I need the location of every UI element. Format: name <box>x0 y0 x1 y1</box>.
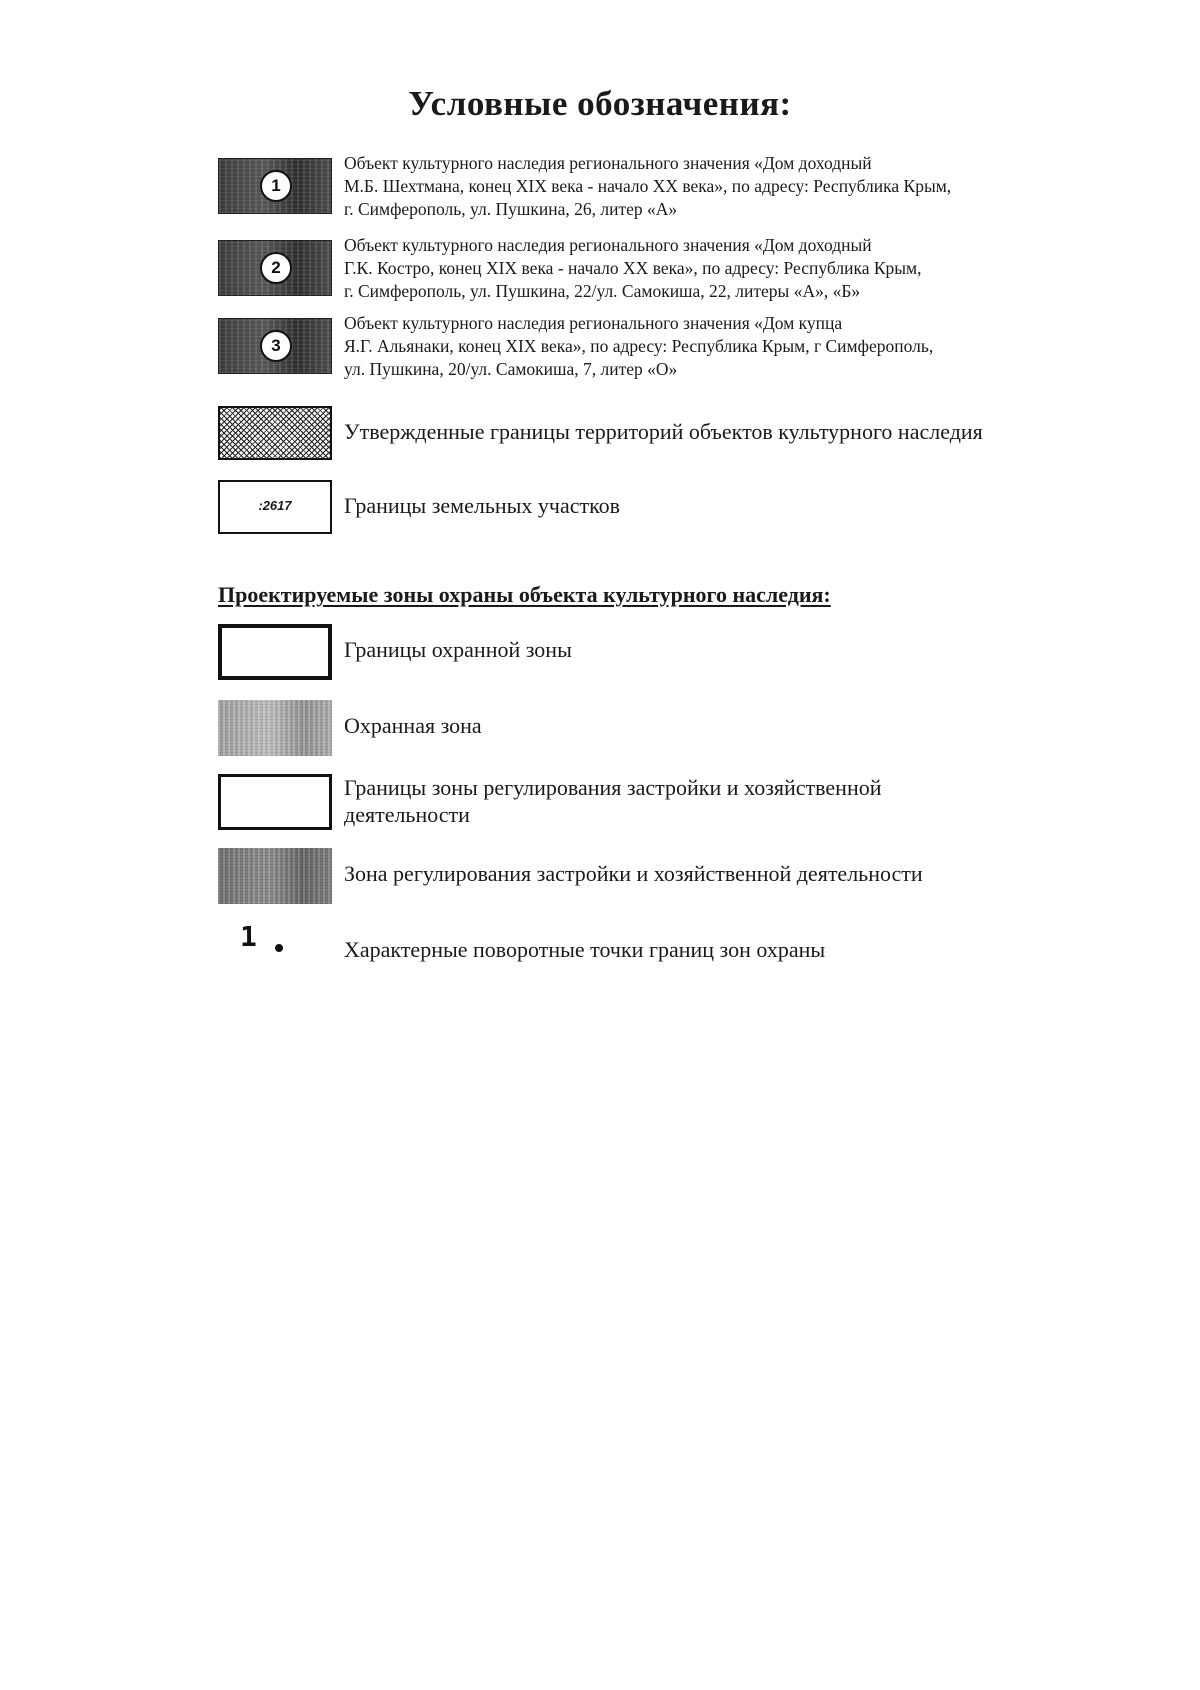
land-parcels-text: Границы земельных участков <box>344 493 621 518</box>
legend-item-approved-territories <box>218 406 1098 464</box>
legend-item-object-1 <box>218 153 1098 228</box>
zones-section-heading: Проектируемые зоны охраны объекта культурного наследия: <box>218 582 831 607</box>
object-number-badge: 3 <box>260 330 292 362</box>
description-line: Г.К. Костро, конец XIX века - начало XX века», по адресу: Республика Крым, <box>344 258 922 278</box>
description-line: Объект культурного наследия регионального значения «Дом доходный <box>344 235 872 255</box>
protection-zone-swatch <box>218 700 332 756</box>
object-symbol <box>218 318 332 374</box>
legend-item-protection-border <box>218 624 1098 682</box>
description-line: Объект культурного наследия регионального значения «Дом купца <box>344 313 843 333</box>
approved-territories-text: Утвержденные границы территорий объектов культурного наследия <box>344 419 983 444</box>
turning-point-symbol <box>240 920 310 964</box>
crosshatch-symbol <box>218 406 332 460</box>
description-line: деятельности <box>344 802 470 827</box>
description-line: Я.Г. Альянаки, конец XIX века», по адресу: Республика Крым, г Симферополь, <box>344 336 934 356</box>
object-description <box>344 234 1084 303</box>
object-number-badge: 1 <box>260 170 292 202</box>
parcel-cadastral-label: :2617 <box>258 498 292 513</box>
protection-border-text: Границы охранной зоны <box>344 637 572 662</box>
legend-item-protection-zone <box>218 700 1098 758</box>
turning-point-dot-icon <box>275 944 283 952</box>
legend-item-object-3 <box>218 313 1098 388</box>
description-line: ул. Пушкина, 20/ул. Самокиша, 7, литер «О» <box>344 359 678 379</box>
object-symbol <box>218 240 332 296</box>
protection-border-symbol <box>218 624 332 680</box>
turning-points-text: Характерные поворотные точки границ зон охраны <box>344 937 826 962</box>
legend-item-regulation-border <box>218 774 1098 834</box>
regulation-border-text <box>344 774 1084 828</box>
object-description <box>344 152 1084 221</box>
object-description <box>344 312 1084 381</box>
object-symbol <box>218 158 332 214</box>
description-line: г. Симферополь, ул. Пушкина, 26, литер «А» <box>344 199 678 219</box>
protection-zone-text: Охранная зона <box>344 713 482 738</box>
legend-item-land-parcels <box>218 480 1098 538</box>
description-line: М.Б. Шехтмана, конец XIX века - начало XX века», по адресу: Республика Крым, <box>344 176 952 196</box>
page-title: Условные обозначения: <box>408 84 792 123</box>
description-line: Границы зоны регулирования застройки и хозяйственной <box>344 775 882 800</box>
description-line: Объект культурного наследия регионального значения «Дом доходный <box>344 153 872 173</box>
regulation-zone-swatch <box>218 848 332 904</box>
legend-item-turning-points <box>218 920 1098 972</box>
legend-item-regulation-zone <box>218 848 1098 906</box>
description-line: г. Симферополь, ул. Пушкина, 22/ул. Самокиша, 22, литеры «А», «Б» <box>344 281 861 301</box>
regulation-zone-text: Зона регулирования застройки и хозяйственной деятельности <box>344 861 923 886</box>
parcel-symbol <box>218 480 332 534</box>
legend-item-object-2 <box>218 235 1098 310</box>
turning-point-number: 1 <box>240 920 257 953</box>
regulation-border-symbol <box>218 774 332 830</box>
object-number-badge: 2 <box>260 252 292 284</box>
